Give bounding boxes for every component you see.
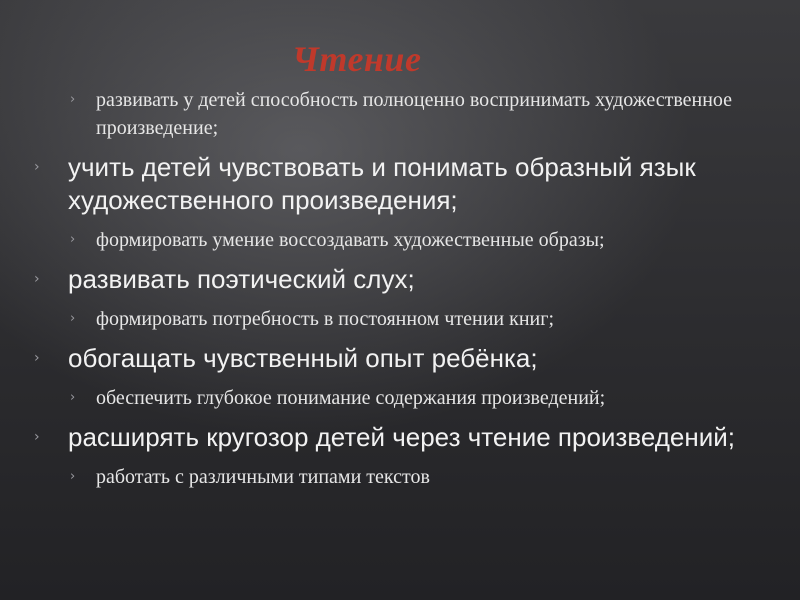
list-item-text: формировать потребность в постоянном чтении книг;	[96, 308, 554, 330]
slide-title: Чтение	[292, 39, 422, 79]
list-item-text: работать с различными типами текстов	[96, 466, 430, 488]
bullet-chevron-icon: ›	[34, 271, 40, 287]
bullet-chevron-icon: ›	[34, 429, 40, 445]
list-item	[0, 86, 800, 142]
bullet-chevron-icon: ›	[34, 350, 40, 366]
bullet-chevron-icon: ›	[70, 390, 76, 405]
list-item-text: развивать у детей способность полноценно воспринимать художественное произведение;	[96, 89, 733, 139]
list-item-text: обогащать чувственный опыт ребёнка;	[68, 343, 538, 373]
bullet-chevron-icon: ›	[70, 232, 76, 247]
list-item	[0, 463, 800, 491]
list-item	[0, 384, 800, 412]
bullet-chevron-icon: ›	[70, 311, 76, 326]
bullet-chevron-icon: ›	[70, 92, 76, 107]
list-item	[0, 226, 800, 254]
list-item	[0, 342, 800, 375]
list-item-text: формировать умение воссоздавать художественные образы;	[96, 229, 605, 251]
list-item	[0, 263, 800, 296]
bullet-list	[0, 86, 800, 500]
list-item	[0, 151, 800, 217]
list-item-text: развивать поэтический слух;	[68, 264, 415, 294]
list-item-text: обеспечить глубокое понимание содержания произведений;	[96, 387, 606, 409]
list-item-text: расширять кругозор детей через чтение произведений;	[68, 422, 736, 452]
list-item	[0, 421, 800, 454]
list-item-text: учить детей чувствовать и понимать образный язык художественного произведения;	[68, 152, 696, 215]
bullet-chevron-icon: ›	[34, 159, 40, 175]
bullet-chevron-icon: ›	[70, 469, 76, 484]
list-item	[0, 305, 800, 333]
